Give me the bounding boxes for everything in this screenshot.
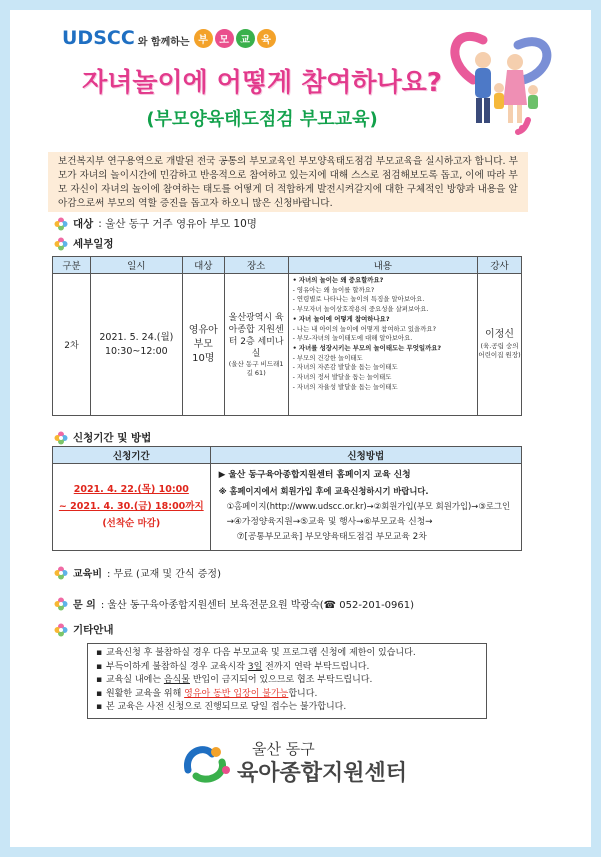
col-header-place: 장소 [224,257,288,274]
flower-icon [54,217,68,231]
cell-datetime [90,274,182,416]
fee-label: 교육비 [73,569,102,580]
intro-paragraph: 보건복지부 연구용역으로 개발된 전국 공통의 부모교육인 부모양육태도점검 부모교육을 실시하고자 합니다. 부모가 자녀의 놀이시간에 민감하고 반응적으로 참여하고 있는지에 대해 스스로 점검해보도록 돕고, 이에 따라 부모 자신이 자녀의 놀이에 참여하는 태도를 어떻게 더 적합하게 발전시켜갈지에 대한 구체적인 방향과 내용을 알아감으로써 부모의 역할 증진을 돕고자 하오니 많은 신청바랍니다. [48,152,528,212]
list-item: ▪ 원활한 교육을 위해 영유아 동반 입장이 불가능합니다. [96,688,480,702]
brand-header [62,25,276,51]
cell-content [288,274,477,416]
center-logo-icon [182,740,234,786]
col-header-target: 대상 [182,257,224,274]
flower-icon [54,597,68,611]
content-line: - 연령별로 나타나는 놀이의 특징을 알아보아요. [292,295,425,304]
badge-gyo: 교 [236,29,255,48]
fee-value: : 무료 (교재 및 간식 증정) [106,569,221,580]
badge-mo: 모 [215,29,234,48]
content-line: - 부모-자녀의 놀이태도에 대해 알아보아요. [292,334,413,343]
content-line: - 자녀의 자율성 발달을 돕는 놀이태도 [292,382,398,391]
col-header-datetime: 일시 [90,257,182,274]
application-header-row [53,447,522,464]
cell-target: 영유아 부모 10명 [182,274,224,416]
cell-instructor [478,274,522,416]
content-line: • 자녀 놀이에 어떻게 참여하나요? [292,314,390,323]
page-subtitle: (부모양육태도점검 부모교육) [146,109,378,130]
table-row [53,464,522,551]
brand-with-text: 와 함께하는 [137,36,190,48]
badge-group [194,29,276,48]
fee-line [54,565,221,580]
family-illustration [443,20,553,140]
content-line: - 자녀의 정서 발달을 돕는 놀이태도 [292,373,392,382]
content-line: - 부모자녀 놀이상호작용의 중요성을 살펴보아요. [292,305,429,314]
content-line: • 자녀의 놀이는 왜 중요할까요? [292,276,384,284]
method-step2: →④가정양육지원→⑤교육 및 행사→⑥부모교육 신청→ [226,516,433,527]
col-header-period: 신청기간 [53,447,211,464]
flower-icon [54,431,68,445]
schedule-section-label [54,236,114,251]
method-step1[interactable]: ①홈페이지(http://www.udscc.or.kr)→②회원가입(부모 회원가입)→③로그인 [226,501,511,511]
cell-place-note: (울산 동구 비드래1길 61) [228,359,284,377]
target-value: : 울산 동구 거주 영유아 부모 10명 [98,218,257,230]
schedule-header-row [53,257,522,274]
cell-session: 2차 [53,274,91,416]
col-header-content: 내용 [288,257,477,274]
schedule-table [52,256,522,416]
list-item: ▪ 부득이하게 불참하실 경우 교육시작 3일 전까지 연락 부탁드립니다. [96,661,480,675]
table-row [53,274,522,416]
col-header-instructor: 강사 [478,257,522,274]
cell-time: 10:30~12:00 [105,345,168,357]
target-line [54,216,257,231]
etc-label: 기타안내 [73,624,114,636]
badge-yuk: 육 [257,29,276,48]
contact-value: : 울산 동구육아종합지원센터 보육전문요원 박광숙(☎ 052-201-0961) [100,600,415,611]
cell-place [224,274,288,416]
application-table [52,446,522,551]
list-item: ▪ 교육실 내에는 음식물 반입이 금지되어 있으므로 협조 부탁드립니다. [96,674,480,688]
poster [10,10,591,847]
page-title: 자녀놀이에 어떻게 참여하나요? [82,68,442,98]
badge-bu: 부 [194,29,213,48]
content-line: - 영유아는 왜 놀이를 할까요? [292,285,375,294]
instructor-note: (육.공립 숭의 어린이집 원장) [478,342,521,359]
method-step3: ⑦[공통부모교육] 부모양육태도점검 부모교육 2차 [236,532,427,542]
period-start: 2021. 4. 22.(목) 10:00 [73,484,189,496]
flower-icon [54,566,68,580]
contact-label: 문 의 [73,600,96,611]
contact-line [54,596,414,611]
cell-date: 2021. 5. 24.(월) [99,331,174,343]
content-line: - 부모의 건강한 놀이태도 [292,353,363,362]
application-label: 신청기간 및 방법 [73,432,152,444]
col-header-method: 신청방법 [210,447,521,464]
brand-logo-text: UDSCC [62,27,135,49]
period-note: (선착순 마감) [102,518,161,530]
application-section-label [54,430,151,445]
schedule-label: 세부일정 [73,238,114,250]
content-line: - 나는 내 아이의 놀이에 어떻게 참여하고 있을까요? [292,324,436,333]
cell-period [53,464,211,551]
list-item: ▪ 교육신청 후 불참하실 경우 다음 부모교육 및 프로그램 신청에 제한이 있습니다. [96,647,480,661]
col-header-session: 구분 [53,257,91,274]
footer-line1: 울산 동구 [252,740,315,758]
flower-icon [54,623,68,637]
cell-place-name: 울산광역시 육아종합 지원센터 2층 세미나실 [228,312,284,359]
method-note: ※ 홈페이지에서 회원가입 후에 교육신청하시기 바랍니다. [218,485,429,496]
content-line: - 자녀의 자존감 발달을 돕는 놀이태도 [292,363,398,372]
period-end: ~ 2021. 4. 30.(금) 18:00까지 [58,501,204,513]
etc-section-label [54,622,114,637]
method-title: ▶ 울산 동구육아종합지원센터 홈페이지 교육 신청 [218,470,411,480]
footer-line2: 육아종합지원센터 [237,761,408,786]
etc-list [87,643,487,719]
cell-method [210,464,521,551]
footer-logo [182,738,442,788]
list-item: ▪ 본 교육은 사전 신청으로 진행되므로 당일 접수는 불가합니다. [96,701,480,715]
flower-icon [54,237,68,251]
content-line: • 자녀를 성장시키는 부모의 놀이태도는 무엇일까요? [292,343,442,352]
instructor-name: 이정신 [485,329,515,340]
target-label: 대상 [73,218,94,230]
